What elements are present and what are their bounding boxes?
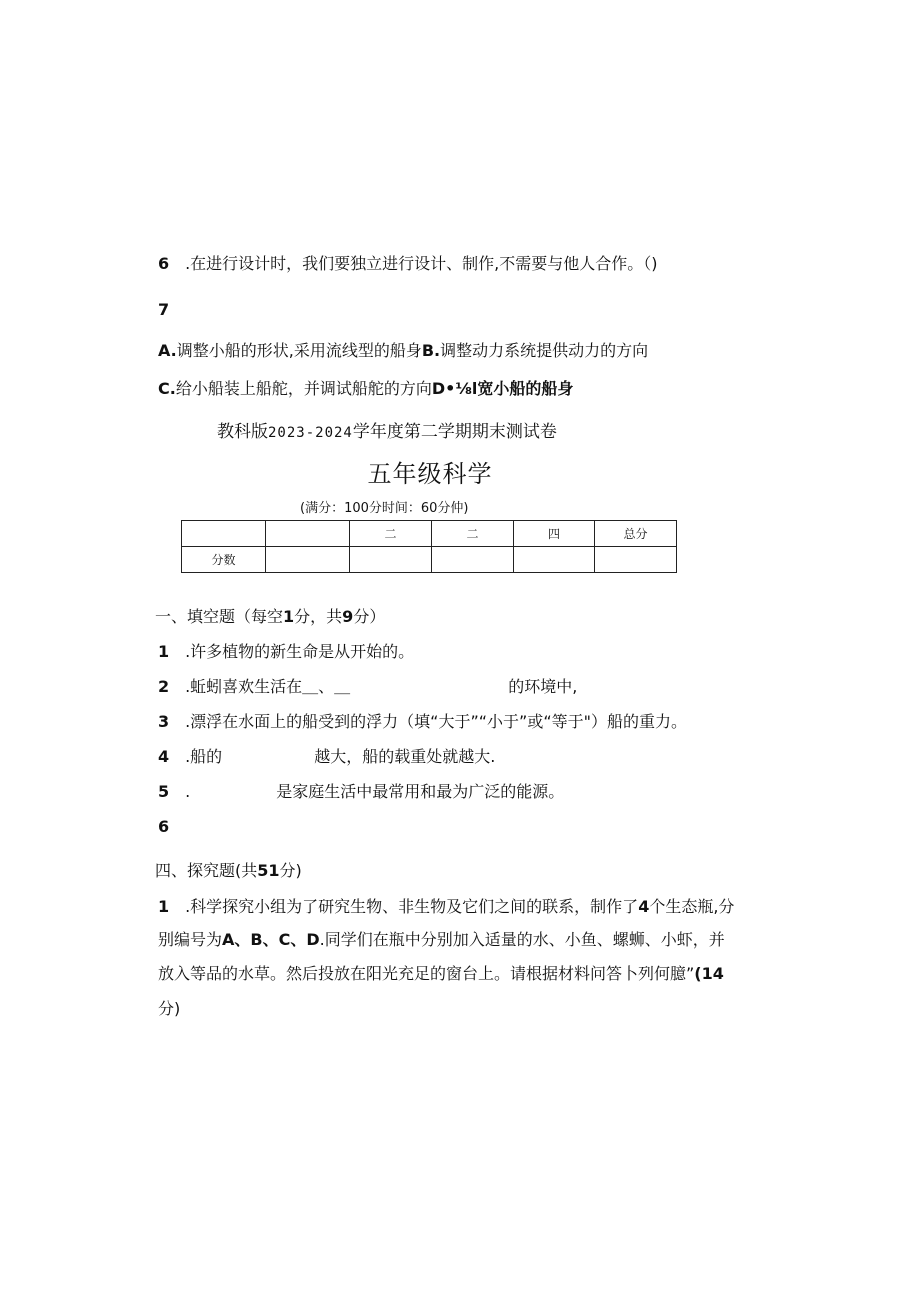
fill-question-2 — [158, 676, 577, 698]
question-number: 6 — [158, 254, 170, 273]
option-c-letter: C. — [158, 379, 176, 398]
question-text: 是家庭生活中最常用和最为广泛的能源。 — [276, 782, 565, 801]
score-table-header-cell — [266, 521, 350, 547]
option-d-letter: D — [431, 379, 446, 398]
section-4-title — [155, 860, 302, 882]
question-6 — [158, 253, 658, 275]
inquiry-question-1-line-4 — [158, 998, 180, 1020]
inquiry-question-1-line-2 — [158, 929, 725, 951]
option-b-letter: B. — [421, 341, 441, 360]
question-number: 5 — [158, 782, 170, 801]
question-number: 3 — [158, 712, 170, 731]
fill-question-6 — [158, 816, 180, 838]
question-text: 分) — [158, 999, 181, 1018]
options-cd — [158, 378, 573, 400]
score-cell[interactable] — [266, 547, 350, 573]
question-7 — [158, 299, 180, 321]
page-title: 五年级科学 — [367, 460, 493, 488]
score-table-header-row — [182, 521, 677, 547]
question-text: .许多植物的新生命是从开始的。 — [185, 642, 415, 661]
question-text: (14 — [694, 964, 724, 983]
section-1-title — [155, 606, 385, 628]
question-number: 2 — [158, 677, 170, 696]
option-c-text: 给小船装上船舵，并调试船舵的方向 — [175, 379, 432, 398]
exam-meta: (满分：100分时间：60分仲) — [300, 501, 469, 516]
exam-title-publisher: 教科版 — [217, 422, 268, 442]
question-text: . — [185, 782, 191, 801]
score-table-header-cell: 四 — [514, 521, 595, 547]
question-text: 4 — [638, 897, 650, 916]
option-a-letter: A. — [158, 341, 177, 360]
section-title-part: 一、填空题（每空 — [155, 607, 284, 626]
score-table-row — [182, 547, 677, 573]
question-text: .蚯蚓喜欢生活在＿、＿ — [185, 677, 351, 696]
question-text: .船的 — [185, 747, 223, 766]
section-title-part: 分) — [279, 861, 302, 880]
section-title-part: 四、探究题(共 — [155, 861, 258, 880]
fill-question-4 — [158, 746, 495, 768]
section-title-part: 1 — [283, 607, 295, 626]
question-text: 放入等品的水草。然后投放在阳光充足的窗台上。请根据材料问答卜列何臆” — [158, 964, 695, 983]
fill-question-5 — [158, 781, 564, 803]
inquiry-question-1-line-3 — [158, 963, 724, 985]
exam-title-term: 学年度第二学期期末测试卷 — [352, 422, 557, 442]
option-d-text: •⅛l宽小船的船身 — [445, 379, 574, 398]
score-cell[interactable] — [350, 547, 432, 573]
options-ab — [158, 340, 648, 362]
question-text: .科学探究小组为了研究生物、非生物及它们之间的联系，制作了 — [185, 897, 639, 916]
option-a-text: 调整小船的形状,采用流线型的船身 — [176, 341, 422, 360]
option-b-text: 调整动力系统提供动力的方向 — [440, 341, 649, 360]
section-title-part: 9 — [342, 607, 354, 626]
inquiry-question-1-line-1 — [158, 896, 734, 918]
fill-question-3 — [158, 711, 687, 733]
exam-title — [217, 420, 557, 445]
score-cell[interactable] — [514, 547, 595, 573]
question-text: 个生态瓶,分 — [649, 897, 735, 916]
score-table — [181, 520, 677, 573]
section-title-part: 51 — [257, 861, 280, 880]
fill-question-1 — [158, 641, 414, 663]
question-number: 6 — [158, 817, 170, 836]
question-number: 4 — [158, 747, 170, 766]
question-text: 别编号为 — [158, 930, 223, 949]
question-text: .在进行设计时，我们要独立进行设计、制作,不需要与他人合作。（) — [185, 254, 658, 273]
question-text: A、B、C、D — [222, 930, 320, 949]
score-table-header-cell: 二 — [432, 521, 514, 547]
question-number: 7 — [158, 300, 170, 319]
score-row-label: 分数 — [182, 547, 266, 573]
section-title-part: 分，共 — [294, 607, 343, 626]
question-text: 越大，船的载重处就越大. — [314, 747, 496, 766]
question-text: 的环境中, — [508, 677, 578, 696]
exam-title-year: 2023-2024 — [268, 425, 353, 441]
question-number: 1 — [158, 897, 170, 916]
question-text: .漂浮在水面上的船受到的浮力（填“大于”“小于”或“等于"）船的重力。 — [185, 712, 687, 731]
question-text: .同学们在瓶中分别加入适量的水、小鱼、螺蛳、小虾，并 — [319, 930, 725, 949]
score-table-header-cell: 二 — [350, 521, 432, 547]
score-cell[interactable] — [432, 547, 514, 573]
score-cell[interactable] — [595, 547, 677, 573]
score-table-header-cell — [182, 521, 266, 547]
score-table-header-cell: 总分 — [595, 521, 677, 547]
question-number: 1 — [158, 642, 170, 661]
section-title-part: 分） — [353, 607, 386, 626]
